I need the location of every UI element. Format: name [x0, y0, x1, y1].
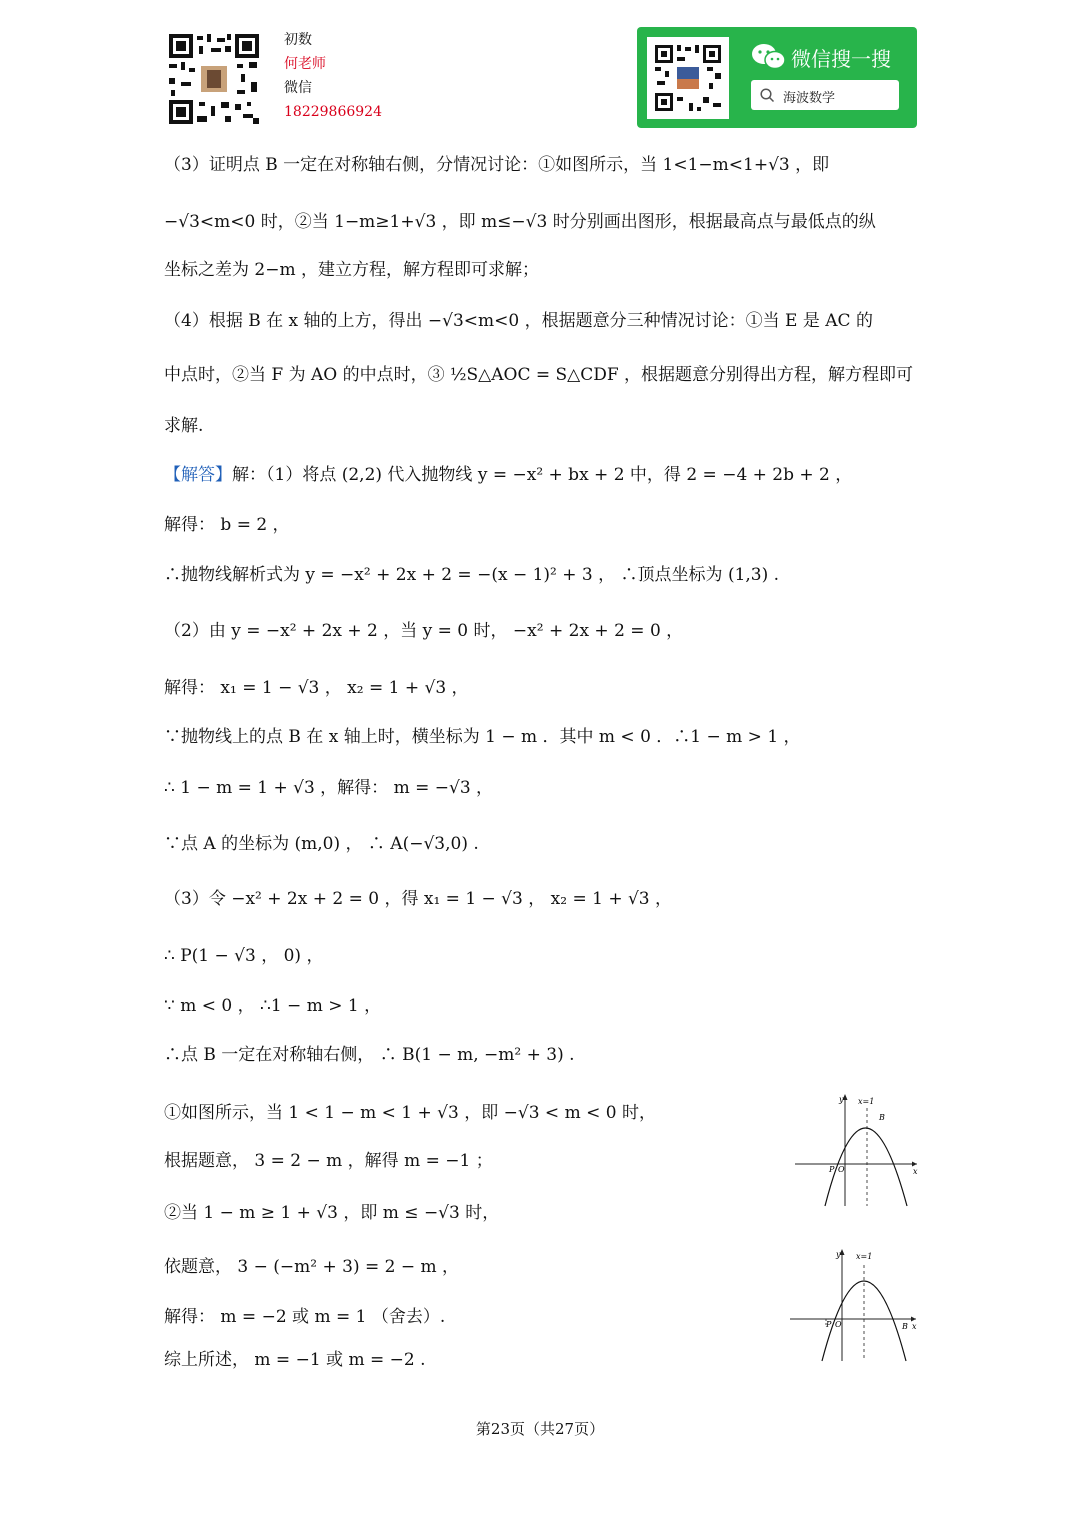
solution-line-5: 解得： x₁ = 1 − √3 ， x₂ = 1 + √3 ， [164, 678, 469, 698]
solution-line-4: （2）由 y = −x² + 2x + 2 ，当 y = 0 时， −x² + 2x + 2 = 0 ， [164, 621, 684, 641]
fig2-b-label: B [902, 1322, 908, 1331]
solution-line-9: （3）令 −x² + 2x + 2 = 0 ，得 x₁ = 1 − √3 ， x₂ = 1 + √3 ， [164, 889, 673, 909]
fig1-y-label: y [839, 1095, 844, 1104]
analysis-p4-line3: 求解. [164, 416, 204, 436]
analysis-p4-line2: 中点时，②当 F 为 AO 的中点时，③ ½S△AOC = S△CDF ，根据题意分别得出方程，解方程即可 [164, 365, 914, 385]
solution-line-2: 解得： b = 2 ， [164, 515, 290, 535]
parabola-figure-1 [795, 1090, 920, 1208]
qr-code-right [647, 37, 729, 119]
solution-line-1 [164, 460, 852, 485]
contact-phone: 18229866924 [284, 104, 382, 120]
solution-line-1-text: 解：（1）将点 (2,2) 代入抛物线 y = −x² + bx + 2 中，得 2 = −4 + 2b + 2 ， [232, 465, 853, 485]
analysis-p3-line2: −√3<m<0 时，②当 1−m≥1+√3 ，即 m≤−√3 时分别画出图形，根据最高点与最低点的纵 [164, 212, 876, 232]
solution-line-12: ∴点 B 一定在对称轴右侧， ∴ B(1 − m, −m² + 3) . [164, 1045, 575, 1065]
solution-line-15: ②当 1 − m ≥ 1 + √3 ，即 m ≤ −√3 时， [164, 1203, 500, 1223]
fig2-p-label: P [826, 1320, 832, 1329]
wechat-logo-icon [751, 43, 787, 71]
page-footer: 第23页（共27页） [475, 1420, 605, 1438]
fig2-o-label: O [835, 1320, 842, 1329]
contact-line-subject: 初数 [284, 32, 312, 48]
analysis-p3-line3: 坐标之差为 2−m ，建立方程，解方程即可求解； [164, 260, 539, 280]
search-input[interactable] [751, 80, 899, 110]
solution-line-10: ∴ P(1 − √3 ， 0) ， [164, 946, 324, 966]
contact-info [284, 28, 382, 124]
fig2-x-label: x [912, 1322, 917, 1331]
solution-line-7: ∴ 1 − m = 1 + √3 ，解得： m = −√3 ， [164, 778, 494, 798]
qr-code-left [167, 32, 261, 126]
solution-line-18: 综上所述， m = −1 或 m = −2 . [164, 1350, 426, 1370]
contact-teacher-name: 何老师 [284, 56, 326, 72]
solution-line-17: 解得： m = −2 或 m = 1 （舍去）. [164, 1307, 446, 1327]
fig1-b-label: B [879, 1113, 885, 1122]
solution-line-14: 根据题意， 3 = 2 − m ，解得 m = −1 ； [164, 1151, 493, 1171]
fig2-axis-label: x=1 [856, 1252, 873, 1261]
search-query-text: 海波数学 [783, 91, 836, 106]
fig1-o-label: O [838, 1165, 845, 1174]
wechat-search-title: 微信搜一搜 [791, 47, 891, 71]
contact-wechat-label: 微信 [284, 80, 312, 96]
solution-tag: 【解答】 [164, 465, 232, 485]
solution-line-16: 依题意， 3 − (−m² + 3) = 2 − m ， [164, 1257, 460, 1277]
wechat-search-banner [637, 27, 917, 128]
parabola-figure-2 [790, 1245, 920, 1363]
solution-line-8: ∵点 A 的坐标为 (m,0) ， ∴ A(−√3,0) . [164, 834, 479, 854]
solution-line-11: ∵ m < 0 ， ∴1 − m > 1 ， [164, 996, 382, 1016]
search-icon [760, 88, 775, 103]
analysis-p4-line1: （4）根据 B 在 x 轴的上方，得出 −√3<m<0 ，根据题意分三种情况讨论：①当 E 是 AC 的 [164, 311, 873, 331]
solution-line-6: ∵抛物线上的点 B 在 x 轴上时，横坐标为 1 − m ．其中 m < 0 ．∴1 − m > 1 ， [164, 727, 801, 747]
fig1-axis-label: x=1 [858, 1097, 875, 1106]
solution-line-3: ∴抛物线解析式为 y = −x² + 2x + 2 = −(x − 1)² + 3 ， ∴顶点坐标为 (1,3) . [164, 565, 780, 585]
fig1-p-label: P [829, 1165, 835, 1174]
analysis-p3-line1: （3）证明点 B 一定在对称轴右侧，分情况讨论：①如图所示，当 1<1−m<1+√3 ，即 [164, 155, 830, 175]
fig2-y-label: y [836, 1250, 841, 1259]
solution-line-13: ①如图所示，当 1 < 1 − m < 1 + √3 ，即 −√3 < m < 0 时， [164, 1103, 656, 1123]
fig1-x-label: x [913, 1167, 918, 1176]
